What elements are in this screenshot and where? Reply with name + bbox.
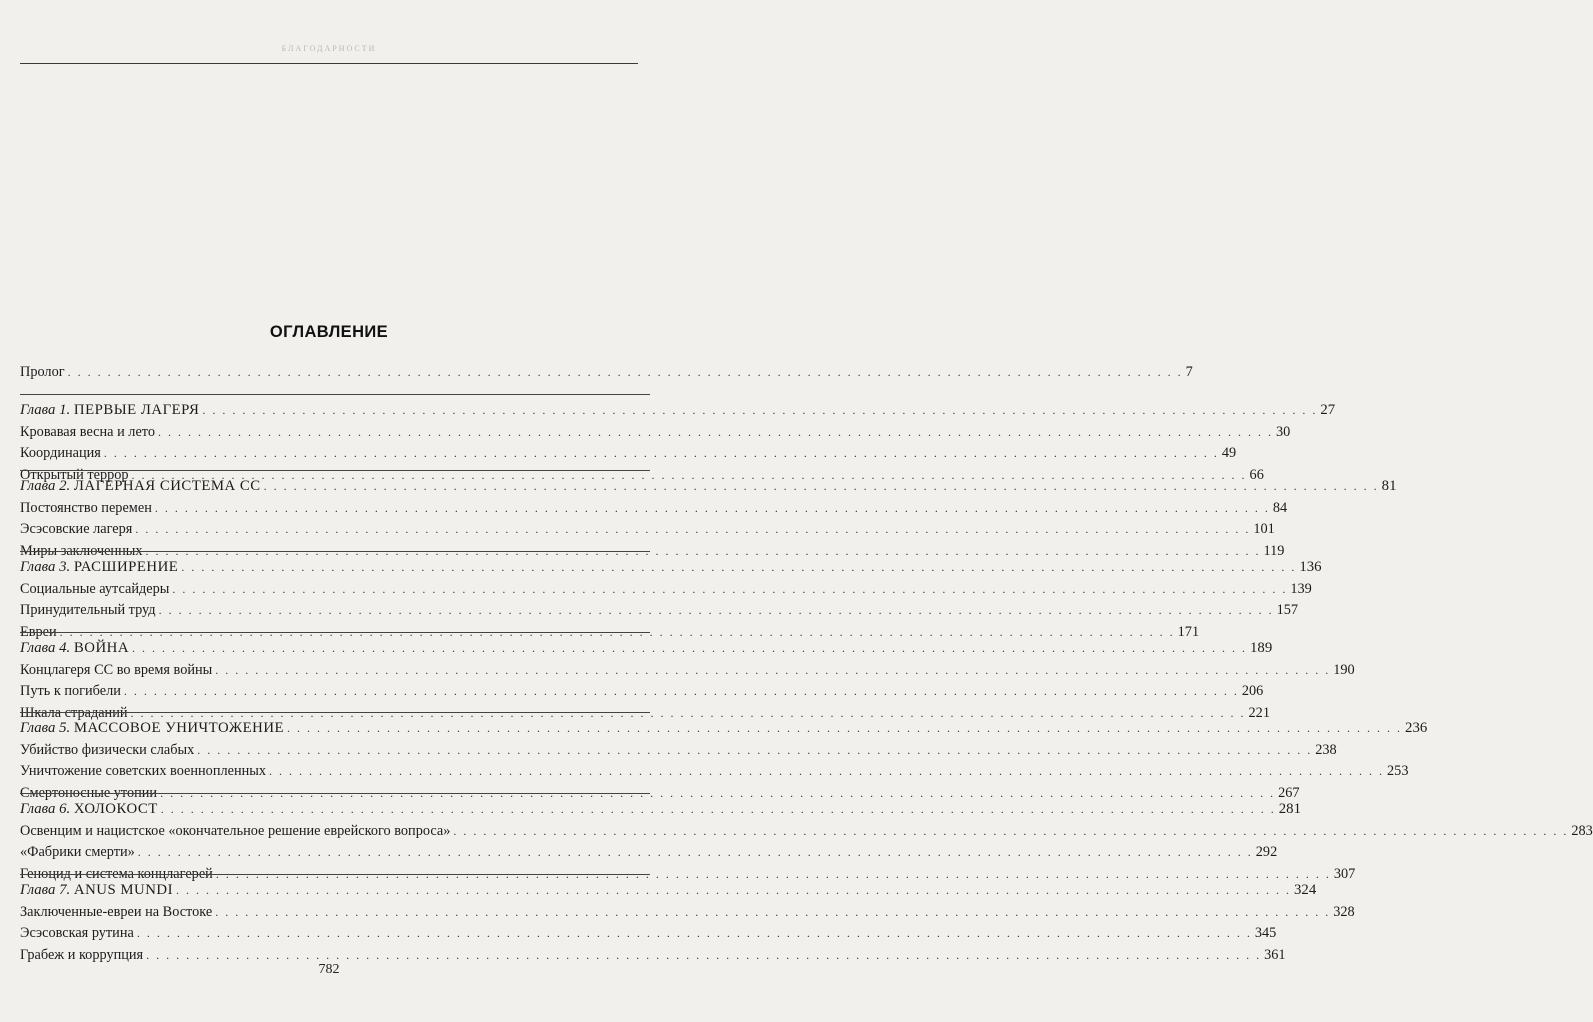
dot-leader (197, 739, 1312, 761)
dot-leader (138, 841, 1253, 863)
toc-section-label (20, 901, 212, 923)
toc-section-label (20, 659, 212, 681)
dot-leader (137, 922, 1252, 944)
toc-section[interactable] (20, 442, 1237, 464)
toc-prologue-page: 7 (1185, 364, 1193, 380)
section-label: Открытый террор (20, 466, 129, 483)
toc-section-page: 119 (1263, 542, 1285, 559)
toc-section[interactable] (20, 841, 1278, 863)
toc-section-label (20, 578, 169, 600)
toc-section-label (20, 739, 194, 761)
section-label: Грабеж и коррупция (20, 946, 144, 963)
chapter-separator (20, 793, 650, 794)
toc-section[interactable] (20, 497, 1288, 519)
toc-chapter-1[interactable] (20, 399, 1336, 421)
toc-section-label (20, 497, 152, 519)
toc-section[interactable] (20, 518, 1275, 540)
section-label: Миры заключенных (20, 542, 143, 559)
dot-leader (155, 497, 1270, 519)
toc-section-page: 253 (1387, 763, 1409, 780)
dot-leader (287, 717, 1402, 739)
section-label: Концлагеря СС во время войны (20, 662, 213, 679)
dot-leader (176, 879, 1291, 901)
section-label: Координация (20, 445, 101, 462)
chapter-separator (20, 632, 650, 633)
toc-chapter-5-page: 236 (1405, 720, 1428, 736)
section-label: «Фабрики смерти» (20, 844, 135, 861)
chapter-title: МАССОВОЕ УНИЧТОЖЕНИЕ (73, 720, 285, 736)
section-label: Эсэсовская рутина (20, 925, 134, 942)
dot-leader (104, 442, 1219, 464)
toc-chapter-5-label (20, 717, 284, 739)
chapter-prefix: Глава 2. (20, 478, 71, 494)
toc-section-page: 171 (1177, 623, 1200, 640)
toc-section[interactable] (20, 659, 1355, 681)
chapter-prefix: Глава 7. (20, 882, 71, 898)
toc-section-page: 238 (1315, 742, 1337, 759)
section-label: Шкала страданий (20, 704, 128, 721)
toc-title: ОГЛАВЛЕНИЕ (269, 323, 389, 341)
toc-section-page: 190 (1333, 662, 1355, 679)
dot-leader (135, 518, 1250, 540)
toc-chapter-3[interactable] (20, 556, 1322, 578)
dot-leader (124, 680, 1239, 702)
chapter-separator (20, 874, 650, 875)
toc-section[interactable] (20, 599, 1299, 621)
toc-chapter-1-label (20, 399, 199, 421)
section-label: Евреи (20, 623, 57, 640)
toc-chapter-6-label (20, 798, 158, 820)
chapter-title: ВОЙНА (73, 640, 130, 656)
dot-leader (202, 399, 1317, 421)
toc-chapter-5[interactable] (20, 717, 1428, 739)
prologue-label: Пролог (20, 364, 65, 380)
section-label: Принудительный труд (20, 602, 156, 619)
chapter-separator (20, 470, 650, 471)
dot-leader (159, 599, 1274, 621)
toc-section-label (20, 922, 134, 944)
chapter-prefix: Глава 3. (20, 559, 71, 575)
toc-section[interactable] (20, 421, 1291, 443)
dot-leader (269, 760, 1384, 782)
toc-section-label (20, 421, 155, 443)
page-number: 782 (318, 962, 340, 977)
toc-chapter-4-page: 189 (1250, 640, 1273, 656)
chapter-separator (20, 551, 650, 552)
toc-section-label (20, 680, 121, 702)
toc-chapter-3-page: 136 (1299, 559, 1322, 575)
toc-prologue-label (20, 361, 65, 383)
chapter-separator (20, 394, 650, 395)
chapter-prefix: Глава 6. (20, 801, 71, 817)
toc-section-label (20, 518, 132, 540)
toc-section-label (20, 841, 135, 863)
dot-leader (215, 901, 1330, 923)
toc-chapter-7-label (20, 879, 173, 901)
toc-section-label (20, 820, 450, 842)
toc-section[interactable] (20, 760, 1409, 782)
toc-section-page: 84 (1272, 500, 1288, 517)
section-label: Заключенные-евреи на Востоке (20, 904, 213, 921)
chapter-title: РАСШИРЕНИЕ (73, 559, 179, 575)
toc-section-page: 267 (1278, 784, 1300, 801)
section-label: Смертоносные утопии (20, 784, 158, 801)
section-label: Эсэсовские лагеря (20, 521, 133, 538)
dot-leader (158, 421, 1273, 443)
toc-section-label (20, 442, 101, 464)
toc-chapter-6-page: 281 (1278, 801, 1301, 817)
toc-chapter-4[interactable] (20, 637, 1273, 659)
section-label: Освенцим и нацистское «окончательное решение еврейского вопроса» (20, 823, 451, 840)
toc-section-page: 139 (1290, 581, 1312, 598)
toc-chapter-2-label (20, 475, 261, 497)
toc-section[interactable] (20, 820, 1593, 842)
chapter-title: ПЕРВЫЕ ЛАГЕРЯ (73, 402, 200, 418)
toc-section-page: 283 (1571, 823, 1593, 840)
section-label: Убийство физически слабых (20, 742, 195, 759)
dot-leader (172, 578, 1287, 600)
chapter-separator (20, 712, 650, 713)
dot-leader (181, 556, 1296, 578)
toc-section-label (20, 599, 156, 621)
section-label: Социальные аутсайдеры (20, 581, 170, 598)
dot-leader (215, 659, 1330, 681)
toc-section-page: 345 (1254, 925, 1277, 942)
chapter-prefix: Глава 1. (20, 402, 71, 418)
dot-leader (264, 475, 1379, 497)
toc-chapter-2-page: 81 (1381, 478, 1397, 494)
toc-section-page: 221 (1248, 704, 1270, 721)
section-label: Путь к погибели (20, 683, 121, 700)
toc-section[interactable] (20, 578, 1312, 600)
table-of-contents (20, 0, 1593, 1022)
chapter-title: ANUS MUNDI (73, 882, 174, 898)
toc-section-page: 361 (1264, 946, 1286, 963)
chapter-title: ХОЛОКОСТ (73, 801, 158, 817)
dot-leader (68, 361, 1183, 383)
toc-section-label (20, 760, 266, 782)
toc-section-page: 101 (1253, 521, 1275, 538)
toc-section-page: 66 (1249, 466, 1264, 483)
toc-section-page: 307 (1333, 865, 1356, 882)
chapter-prefix: Глава 4. (20, 640, 71, 656)
toc-section[interactable] (20, 901, 1355, 923)
toc-chapter-4-label (20, 637, 129, 659)
dot-leader (453, 820, 1568, 842)
chapter-title: ЛАГЕРНАЯ СИСТЕМА СС (73, 478, 261, 494)
toc-chapter-2[interactable] (20, 475, 1397, 497)
toc-chapter-1-page: 27 (1320, 402, 1336, 418)
toc-section[interactable] (20, 739, 1337, 761)
section-label: Уничтожение советских военнопленных (20, 763, 267, 780)
toc-section-page: 157 (1276, 602, 1299, 619)
toc-section-page: 292 (1255, 844, 1278, 861)
toc-section[interactable] (20, 680, 1264, 702)
toc-chapter-7[interactable] (20, 879, 1317, 901)
toc-chapter-6[interactable] (20, 798, 1301, 820)
chapter-prefix: Глава 5. (20, 720, 71, 736)
dot-leader (161, 798, 1276, 820)
toc-section[interactable] (20, 922, 1277, 944)
toc-section-page: 49 (1221, 445, 1237, 462)
toc-chapter-3-label (20, 556, 178, 578)
toc-prologue[interactable] (20, 361, 1193, 383)
section-label: Геноцид и система концлагерей (20, 865, 213, 882)
toc-section-page: 328 (1333, 904, 1355, 921)
toc-chapter-7-page: 324 (1294, 882, 1317, 898)
dot-leader (132, 637, 1247, 659)
section-label: Постоянство перемен (20, 500, 152, 517)
toc-section-page: 30 (1276, 424, 1291, 441)
section-label: Кровавая весна и лето (20, 424, 155, 441)
running-head: БЛАГОДАРНОСТИ (281, 44, 377, 53)
toc-section-page: 206 (1241, 683, 1264, 700)
